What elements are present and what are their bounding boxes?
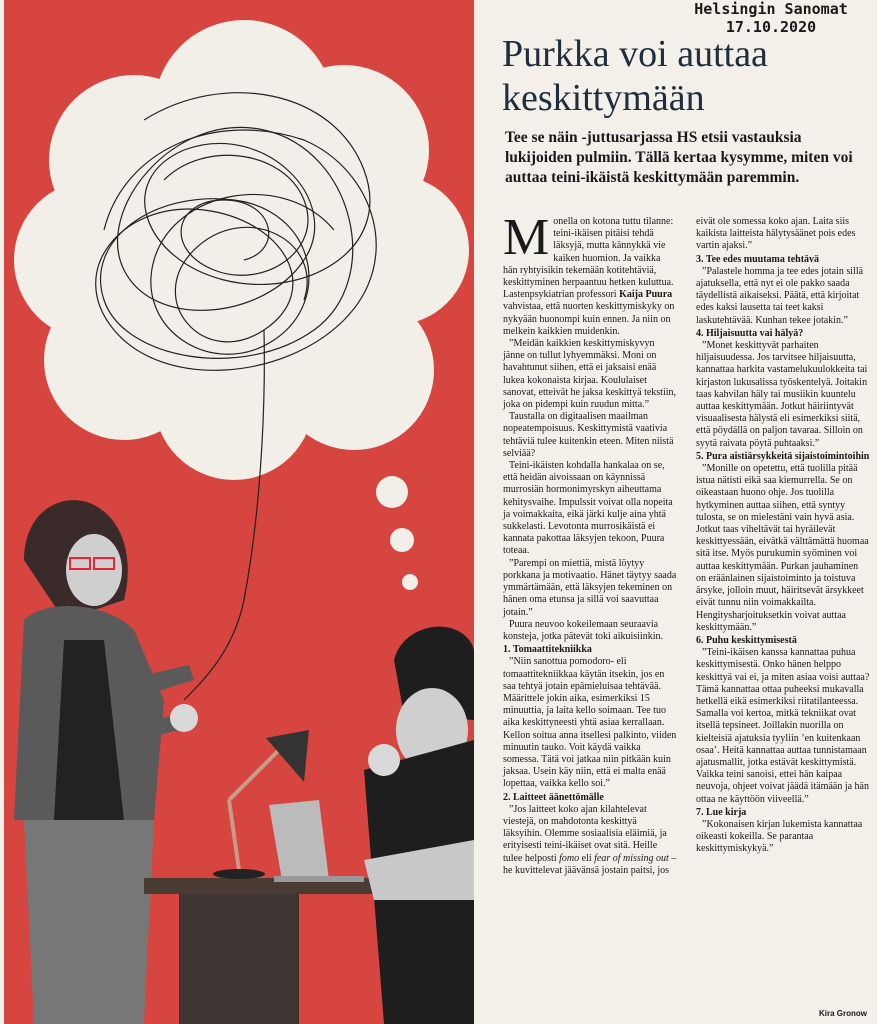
tip-heading-1: 1. Tomaattitekniikka — [503, 644, 592, 656]
c2-p5: ”Teini-ikäisen kanssa kannattaa puhua keskittymisestä. Onko hänen helppo keskittyä vai ei, ja miten asiaa voisi auttaa? Tämä kannattaa ottaa puheeksi mukavalla hetkellä eikä esimerkiksi riitatilanteessa. Samalla voi kertoa, mitkä tekniikat ovat itsellä tepsineet. Joillakin nuorilla on kielteisiä ajatuksia tyyliin ’en kuitenkaan osaa’. Heitä kannattaa auttaa tunnistamaan ajatusmallit, jotka estävät keskittymistä. Vaikka teini sanoisi, ettei hän kaipaa neuvoja, ohjeet voivat jäädä itämään ja hän ottaa ne käyttöön viiveellä.” — [696, 647, 870, 805]
article-column-1 — [503, 209, 677, 877]
thought-bubble-small — [402, 574, 418, 590]
desk-scene — [144, 730, 394, 1024]
lead-paragraph: Tee se näin -juttusarjassa HS etsii vastauksia lukijoiden pulmiin. Tällä kertaa kysymme, miten voi auttaa teini-ikäistä keskittymään paremmin. — [505, 129, 853, 186]
expert-name: Kaija Puura — [619, 289, 673, 301]
tip-heading-7: 7. Lue kirja — [696, 806, 747, 818]
c2-p3: ”Monet keskittyvät parhaiten hiljaisuudessa. Jos tarvitsee hiljaisuutta, kannattaa harkita vastamelukuulokkeita tai kirjaston lukusalissa työskentelyä. Joitakin taas kahvilan häly tai musiikin kuuntelu auttaa keskittymään. Jotkut häiriintyvät visuaalisesta hälystä eli esimerkiksi siitä, että pöydällä on paljon tavaraa. Silloin on syytä raivata pöytä puhtaaksi.” — [696, 340, 868, 449]
tip-heading-3: 3. Tee edes muutama tehtävä — [696, 253, 820, 265]
c1-p3: Taustalla on digitaalisen maailman nopeatempoisuus. Keskittymistä vaativia tehtäviä tulee kuitenkin eteen. Miten niistä selviää? — [503, 411, 674, 459]
c1-p8-mid: eli — [581, 852, 592, 864]
c1-p1: onella on kotona tuttu tilanne: teini-ikäisen pitäisi tehdä läksyjä, mutta kännykkä vie kaiken huomion. Ja vaikka hän ryhtyisikin tekemään kotitehtäviä, keskittyminen herpaantuu hetken kuluttua. Lastenpsykiatrian professori — [503, 216, 674, 301]
c1-p8: ”Jos laitteet koko ajan kilahtelevat viestejä, on mahdotonta keskittyä läksyihin. Olemme sosiaalisia eläimiä, ja erityisesti teini-ikäiset ovat sitä. Heille tulee helposti — [503, 803, 667, 864]
woman-figure — [14, 500, 198, 1024]
c1-p5: ”Parempi on miettiä, mistä löytyy porkkana ja motivaatio. Hänet täytyy saada ymmärtämään, että läksyjen tekeminen on hänen oma etunsa ja sillä voi saavuttaa jotain.” — [503, 557, 677, 618]
headline: Purkka voi auttaa keskittymään — [502, 33, 768, 119]
c1-p4: Teini-ikäisten kohdalla hankalaa on se, että heidän aivoissaan on käynnissä murrosiän hormonimyrskyn aiheuttama kehitysvaihe. Impulssit voivat olla nopeita ja voimakkaita, eikä järki kulje aina yhtä sukkelasti. Levotonta murrosikäistä ei kannata pakottaa läksyjen tekoon, Puura toteaa. — [503, 460, 673, 557]
c2-p4: ”Monille on opetettu, että tuolilla pitää istua nätisti eikä saa kiemurrella. Se on oikeastaan huono ohje. Jos tuolilla hytkyminen auttaa siihen, että syntyy tulosta, se on mielestäni vain hyvä asia. Jotkut taas viheltävät tai hyräilevät keskittyessään, eivätkä välttämättä huomaa sitä itse. Myös purukumin syöminen voi auttaa keskittymään. Purkan jauhaminen on eräänlainen sijaistoiminto ja toistuva ärsyke, jolloin muut, häiritsevät ärsykkeet eivät tunnu niin voimakkailta. Hengitysharjoituksetkin voivat auttaa keskittymään.” — [696, 463, 869, 633]
masthead — [671, 0, 871, 36]
thought-cloud — [14, 20, 469, 480]
drop-cap: M — [503, 209, 550, 266]
fomo-term: fomo — [559, 852, 580, 864]
tip-heading-5: 5. Pura aistiärsykkeitä sijaistoimintoihin — [696, 450, 870, 462]
fomo-long-term: fear of missing out — [594, 852, 669, 864]
c2-p2: ”Palastele homma ja tee edes jotain sillä ajatuksella, että nyt ei ole pakko saada täydellistä aikaiseksi. Päätä, että kirjoitat edes kaksi lausetta tai teet kaksi laskutehtävää. Kunhan tekee jotakin.” — [696, 265, 864, 326]
c1-p6: Puura neuvoo kokeilemaan seuraavia konsteja, jotka pätevät toki aikuisiinkin. — [503, 618, 663, 642]
paper-name: Helsingin Sanomat — [694, 0, 848, 18]
thought-bubble-large — [376, 476, 408, 508]
boy-figure — [364, 627, 474, 1024]
illustration-credit: Kira Gronow — [818, 1009, 867, 1018]
tip-heading-2: 2. Laitteet äänettömälle — [503, 791, 604, 803]
issue-date: 17.10.2020 — [725, 18, 817, 36]
c1-p2: ”Meidän kaikkien keskittymiskyvyn jänne on tullut lyhyemmäksi. Moni on havahtunut siihen, että ei jaksaisi enää lukea kokonaista kirjaa. Koululaiset sanovat, etteivät he jaksa keskittyä tekstiin, joka on pidempi kuin ruudun mitta.” — [503, 338, 677, 411]
c1-p7: ”Niin sanottua pomodoro- eli tomaattitekniikkaa käytän itsekin, jos en saa tehtyä jotain epämieluisaa tehtävää. Määrittele jokin aika, esimerkiksi 15 minuuttia, ja laita kello soimaan. Tee tuo aika keskittyneesti yhtä asiaa kerrallaan. Kellon soitua anna itsellesi palkinto, viiden minuutin tauko. Voit käydä vaikka somessa. Tätä voi jatkaa niin pitkään kuin jaksaa. Usein käy niin, että ei malta enää lopettaa, vaikka kello soi.” — [503, 656, 677, 790]
illustration — [4, 0, 474, 1024]
c2-p6: ”Kokonaisen kirjan lukemista kannattaa oikeasti kokeilla. Se parantaa keskittymiskykyä.” — [696, 818, 863, 855]
c1-p1-end: vahvistaa, että nuorten keskittymiskyky on nykyään huonompi kuin ennen. Ja niin on melkein kaikkien muidenkin. — [503, 301, 675, 337]
c1-p8-end: – he kuvittelevat jäävänsä jostain paitsi, jos — [503, 852, 677, 876]
illustration-art — [4, 0, 474, 1024]
tip-heading-4: 4. Hiljaisuutta vai hälyä? — [696, 327, 804, 339]
tip-heading-6: 6. Puhu keskittymisestä — [696, 634, 797, 646]
c2-p1: eivät ole somessa koko ajan. Laita siis kaikista laitteista hälytysäänet pois edes vartin ajaksi.” — [696, 216, 856, 252]
thought-bubble-medium — [390, 528, 414, 552]
article-column-2 — [696, 216, 870, 856]
